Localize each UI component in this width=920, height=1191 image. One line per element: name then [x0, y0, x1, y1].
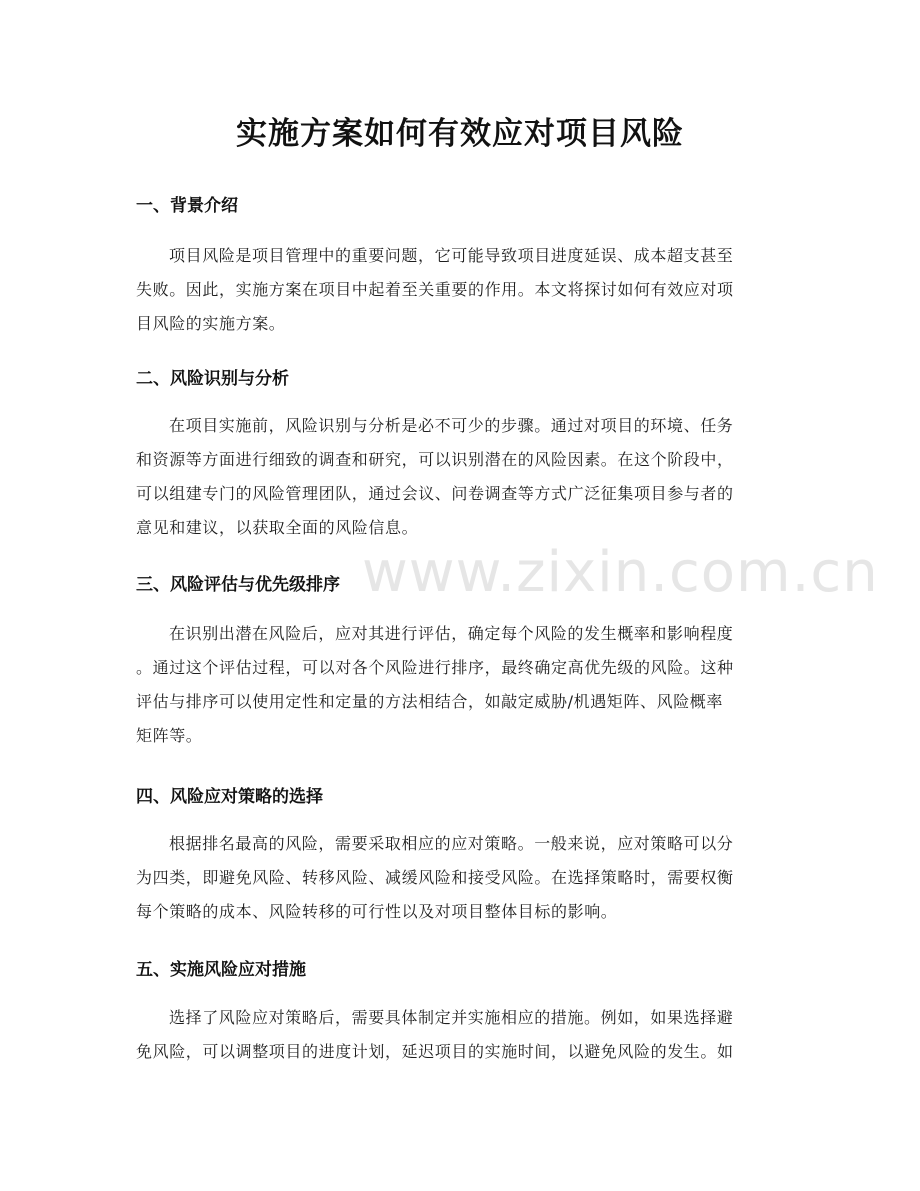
section-heading-risk-identification: 二、风险识别与分析 [136, 369, 289, 389]
paragraph-line: 矩阵等。 [136, 726, 203, 745]
document-title: 实施方案如何有效应对项目风险 [236, 116, 684, 152]
section-paragraph-implement-measures [136, 1001, 784, 1069]
section-heading-implement-measures: 五、实施风险应对措施 [136, 960, 306, 980]
paragraph-line: 。通过这个评估过程，可以对各个风险进行排序，最终确定高优先级的风险。这种 [136, 658, 734, 677]
section-heading-background: 一、背景介绍 [136, 196, 238, 216]
paragraph-line: 失败。因此，实施方案在项目中起着至关重要的作用。本文将探讨如何有效应对项 [136, 280, 734, 299]
section-heading-risk-assessment: 三、风险评估与优先级排序 [136, 575, 340, 595]
paragraph-line: 意见和建议，以获取全面的风险信息。 [136, 518, 419, 537]
paragraph-line: 评估与排序可以使用定性和定量的方法相结合，如敲定威胁/机遇矩阵、风险概率 [136, 692, 723, 711]
paragraph-line: 在项目实施前，风险识别与分析是必不可少的步骤。通过对项目的环境、任务 [169, 416, 734, 435]
paragraph-line: 选择了风险应对策略后，需要具体制定并实施相应的措施。例如，如果选择避 [169, 1008, 734, 1027]
section-paragraph-risk-identification [136, 409, 784, 545]
paragraph-line: 目风险的实施方案。 [136, 314, 286, 333]
section-paragraph-background [136, 239, 784, 341]
paragraph-line: 每个策略的成本、风险转移的可行性以及对项目整体目标的影响。 [136, 902, 618, 921]
section-paragraph-response-strategy [136, 827, 784, 929]
section-heading-response-strategy: 四、风险应对策略的选择 [136, 787, 323, 807]
paragraph-line: 和资源等方面进行细致的调查和研究，可以识别潜在的风险因素。在这个阶段中， [136, 450, 734, 469]
paragraph-line: 可以组建专门的风险管理团队，通过会议、问卷调查等方式广泛征集项目参与者的 [136, 484, 734, 503]
paragraph-line: 为四类，即避免风险、转移风险、减缓风险和接受风险。在选择策略时，需要权衡 [136, 868, 734, 887]
paragraph-line: 根据排名最高的风险，需要采取相应的应对策略。一般来说，应对策略可以分 [169, 834, 734, 853]
paragraph-line: 免风险，可以调整项目的进度计划，延迟项目的实施时间，以避免风险的发生。如 [136, 1042, 734, 1061]
section-paragraph-risk-assessment [136, 617, 784, 753]
paragraph-line: 在识别出潜在风险后，应对其进行评估，确定每个风险的发生概率和影响程度 [169, 624, 734, 643]
watermark: www.zixin.com.cn [362, 540, 879, 605]
paragraph-line: 项目风险是项目管理中的重要问题，它可能导致项目进度延误、成本超支甚至 [169, 246, 734, 265]
